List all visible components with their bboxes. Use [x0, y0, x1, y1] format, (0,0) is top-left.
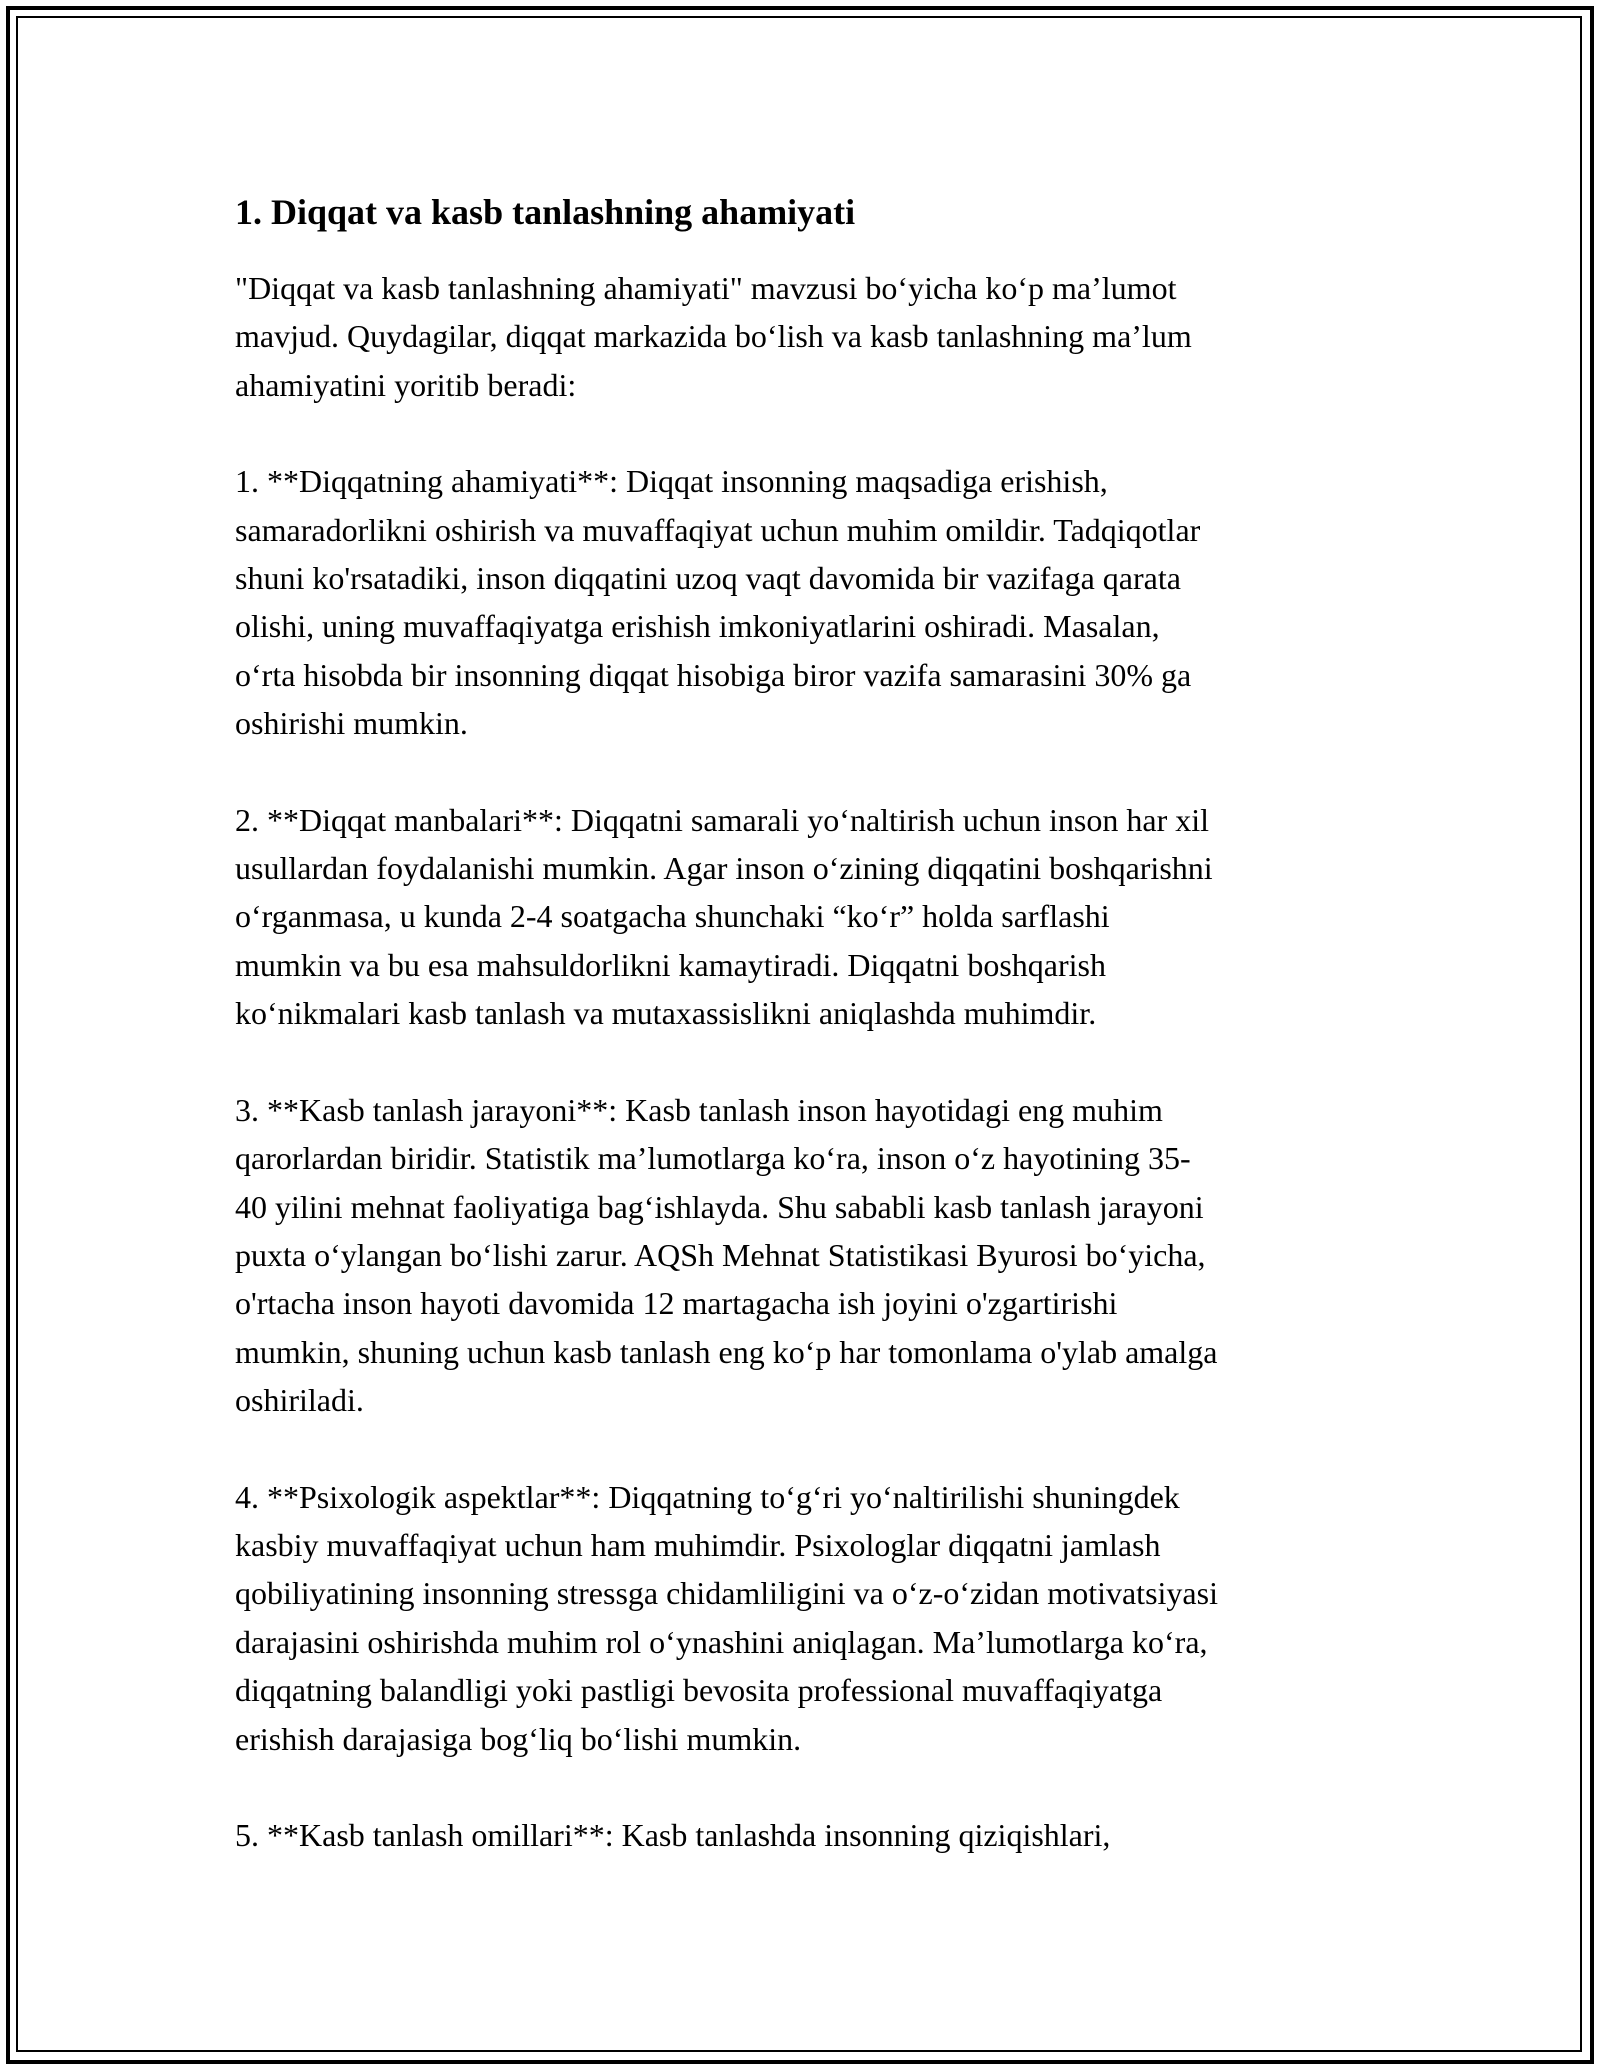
text-line: erishish darajasiga bog‘liq bo‘lishi mumkin.	[235, 1720, 802, 1757]
text-line: oshiriladi.	[235, 1382, 364, 1419]
text-line: diqqatning balandligi yoki pastligi bevosita professional muvaffaqiyatga	[235, 1672, 1163, 1709]
text-line: qobiliyatining insonning stressga chidamliligini va o‘z-o‘zidan motivatsiyasi	[235, 1575, 1218, 1612]
paragraph-item-3	[235, 1086, 1370, 1425]
text-line: 40 yilini mehnat faoliyatiga bag‘ishlayda. Shu sababli kasb tanlash jarayoni	[235, 1188, 1204, 1225]
text-line: oshirishi mumkin.	[235, 705, 468, 742]
text-line: ahamiyatini yoritib beradi:	[235, 366, 577, 403]
text-line: puxta o‘ylangan bo‘lishi zarur. AQSh Mehnat Statistikasi Byurosi bo‘yicha,	[235, 1236, 1206, 1273]
text-line: olishi, uning muvaffaqiyatga erishish imkoniyatlarini oshiradi. Masalan,	[235, 608, 1160, 645]
text-line: o‘rganmasa, u kunda 2-4 soatgacha shunchaki “ko‘r” holda sarflashi	[235, 898, 1110, 935]
text-line: ko‘nikmalari kasb tanlash va mutaxassislikni aniqlashda muhimdir.	[235, 995, 1097, 1032]
text-line: mumkin va bu esa mahsuldorlikni kamaytiradi. Diqqatni boshqarish	[235, 946, 1106, 983]
text-line: o‘rta hisobda bir insonning diqqat hisobiga biror vazifa samarasini 30% ga	[235, 656, 1192, 693]
paragraph-item-2	[235, 796, 1370, 1038]
text-line: 2. **Diqqat manbalari**: Diqqatni samarali yo‘naltirish uchun inson har xil	[235, 801, 1210, 838]
text-line: 1. **Diqqatning ahamiyati**: Diqqat insonning maqsadiga erishish,	[235, 463, 1108, 500]
text-line: "Diqqat va kasb tanlashning ahamiyati" mavzusi bo‘yicha ko‘p ma’lumot	[235, 270, 1177, 306]
paragraph-item-1	[235, 457, 1370, 747]
document-body	[235, 190, 1370, 1907]
text-line: qarorlardan biridir. Statistik ma’lumotlarga ko‘ra, inson o‘z hayotining 35-	[235, 1140, 1191, 1177]
text-line: usullardan foydalanishi mumkin. Agar inson o‘zining diqqatini boshqarishni	[235, 850, 1213, 887]
text-line: shuni ko'rsatadiki, inson diqqatini uzoq vaqt davomida bir vazifaga qarata	[235, 560, 1181, 597]
text-line: kasbiy muvaffaqiyat uchun ham muhimdir. Psixologlar diqqatni jamlash	[235, 1526, 1161, 1563]
paragraph-intro	[235, 264, 1370, 409]
text-line: o'rtacha inson hayoti davomida 12 martagacha ish joyini o'zgartirishi	[235, 1285, 1118, 1322]
text-line: mumkin, shuning uchun kasb tanlash eng ko‘p har tomonlama o'ylab amalga	[235, 1333, 1218, 1370]
text-line: 5. **Kasb tanlash omillari**: Kasb tanlashda insonning qiziqishlari,	[235, 1816, 1111, 1853]
text-line: samaradorlikni oshirish va muvaffaqiyat uchun muhim omildir. Tadqiqotlar	[235, 511, 1201, 548]
document-title: 1. Diqqat va kasb tanlashning ahamiyati	[235, 192, 856, 232]
text-line: 4. **Psixologik aspektlar**: Diqqatning to‘g‘ri yo‘naltirilishi shuningdek	[235, 1478, 1180, 1515]
paragraph-item-5	[235, 1811, 1370, 1859]
text-line: mavjud. Quydagilar, diqqat markazida bo‘lish va kasb tanlashning ma’lum	[235, 318, 1192, 355]
paragraph-item-4	[235, 1473, 1370, 1763]
text-line: darajasini oshirishda muhim rol o‘ynashini aniqlagan. Ma’lumotlarga ko‘ra,	[235, 1623, 1208, 1660]
text-line: 3. **Kasb tanlash jarayoni**: Kasb tanlash inson hayotidagi eng muhim	[235, 1091, 1163, 1128]
